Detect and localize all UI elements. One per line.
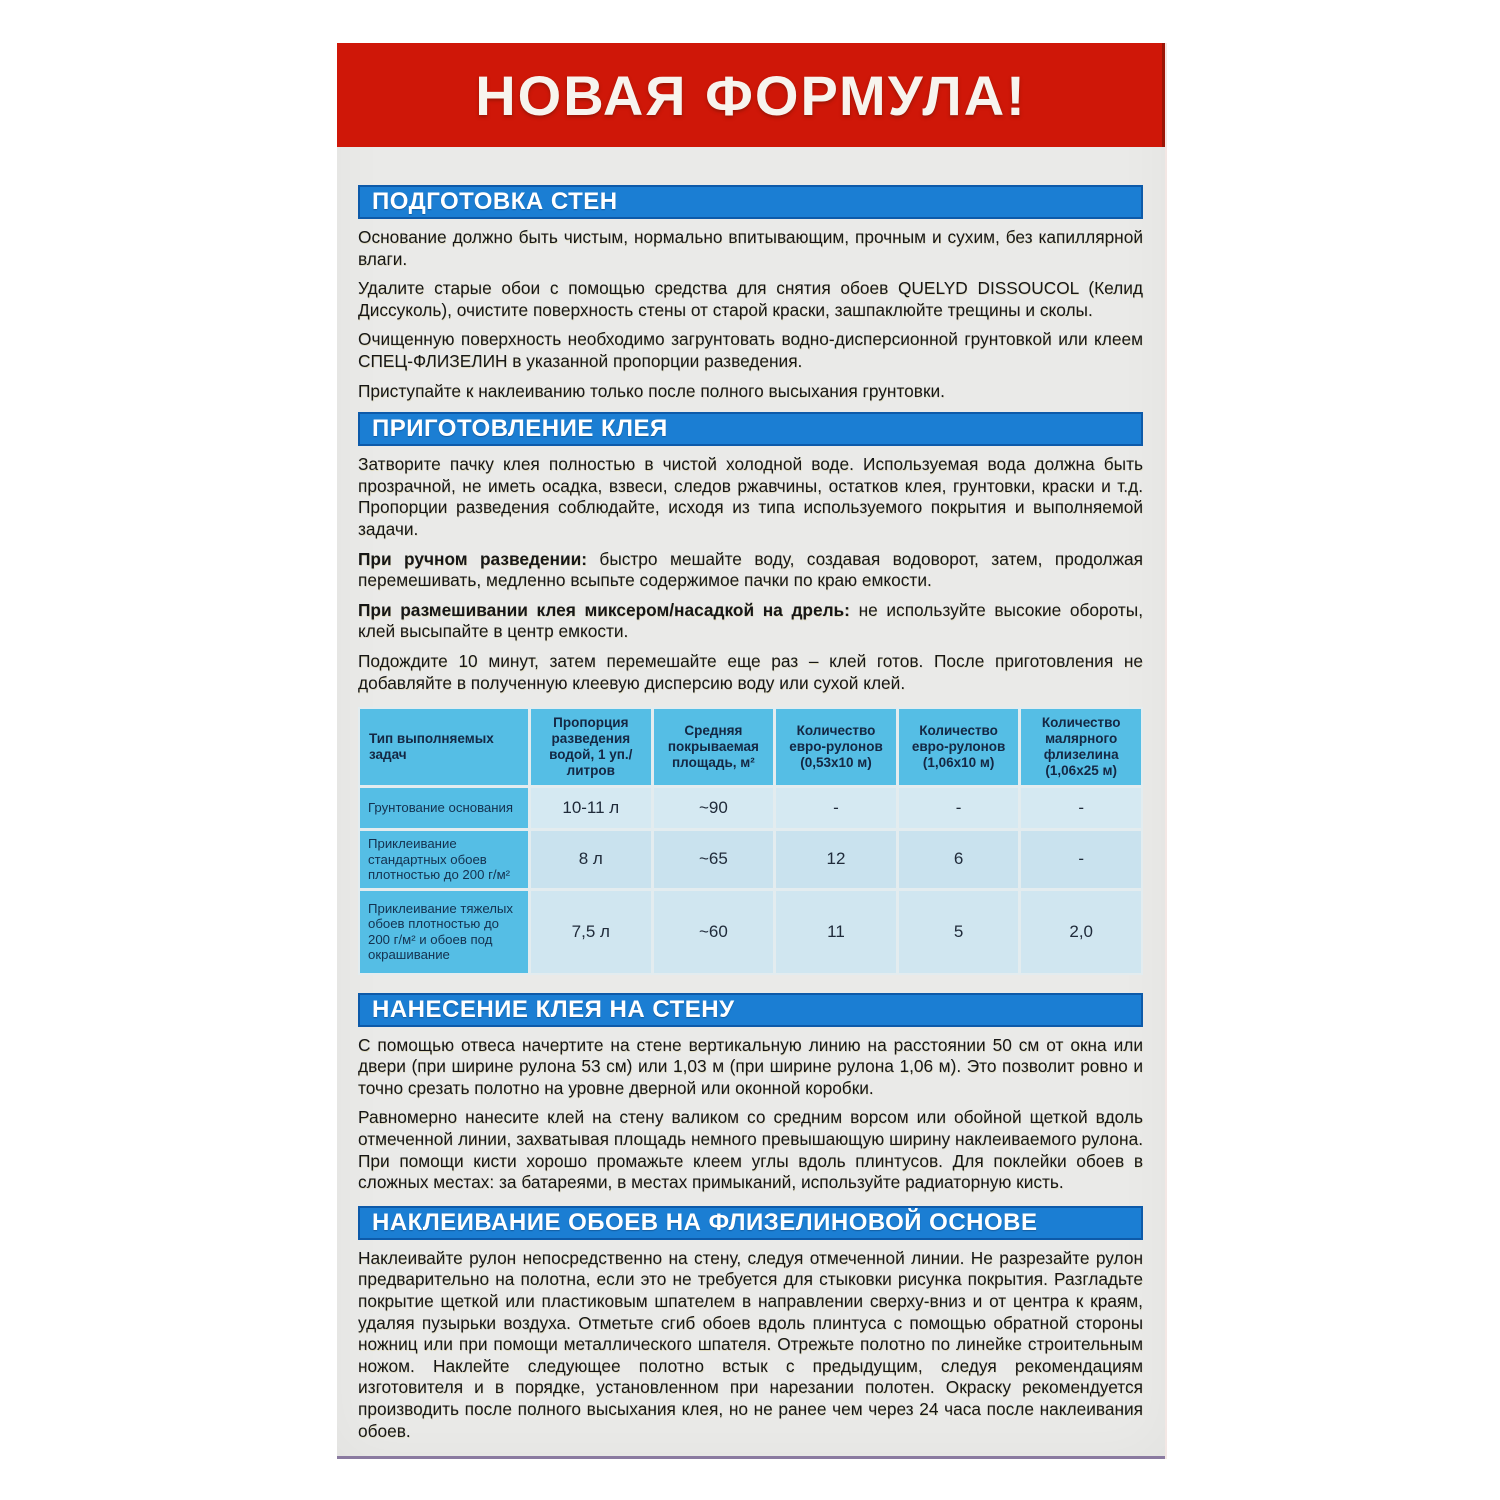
table-cell: 2,0	[1021, 891, 1141, 973]
table-row-label: Грунтование основания	[360, 788, 528, 828]
table-header-eurorolls-053: Количество евро-рулонов (0,53х10 м)	[776, 709, 896, 785]
section-heading-glue-application	[358, 993, 1143, 1027]
table-cell: 10-11 л	[531, 788, 651, 828]
section-heading-label: ПРИГОТОВЛЕНИЕ КЛЕЯ	[372, 415, 668, 443]
paragraph: Основание должно быть чистым, нормально впитывающим, прочным и сухим, без капиллярной влаги.	[358, 227, 1143, 269]
paragraph: Удалите старые обои с помощью средства для снятия обоев QUELYD DISSOUCOL (Келид Диссуколь), очистите поверхность стены от старой краски, зашпаклюйте трещины и сколы.	[358, 278, 1143, 320]
section-heading-glue-preparation	[358, 412, 1143, 446]
table-header-eurorolls-106: Количество евро-рулонов (1,06х10 м)	[899, 709, 1019, 785]
package-back-panel	[337, 43, 1165, 1459]
dilution-table	[358, 707, 1143, 975]
table-cell: 6	[899, 831, 1019, 888]
paragraph: Равномерно нанесите клей на стену валиком со средним ворсом или обойной щеткой вдоль отмеченной линии, захватывая площадь немного превышающую ширину наклеиваемого рулона. При помощи кисти хорошо промажьте клеем углы вдоль плинтусов. Для поклейки обоев в сложных местах: за батареями, в местах примыканий, используйте радиаторную кисть.	[358, 1107, 1143, 1193]
table-cell: ~65	[654, 831, 774, 888]
table-cell: ~90	[654, 788, 774, 828]
table-header-fleece: Количество малярного флизелина (1,06х25 м)	[1021, 709, 1141, 785]
table-cell: 5	[899, 891, 1019, 973]
table-cell: -	[1021, 831, 1141, 888]
table-cell: 11	[776, 891, 896, 973]
section-heading-label: НАКЛЕИВАНИЕ ОБОЕВ НА ФЛИЗЕЛИНОВОЙ ОСНОВЕ	[372, 1208, 1038, 1236]
section-heading-wall-preparation	[358, 185, 1143, 219]
table-header-coverage: Средняя покрываемая площадь, м²	[654, 709, 774, 785]
paragraph-lead: При ручном разведении:	[358, 548, 587, 569]
instructions-content	[337, 185, 1165, 1442]
table-row-label: Приклеивание тяжелых обоев плотностью до 200 г/м² и обоев под окрашивание	[360, 891, 528, 973]
table-cell: -	[1021, 788, 1141, 828]
table-cell: 12	[776, 831, 896, 888]
banner-title: НОВАЯ ФОРМУЛА!	[475, 63, 1027, 127]
section-heading-label: ПОДГОТОВКА СТЕН	[372, 188, 618, 215]
paragraph: Подождите 10 минут, затем перемешайте еще раз – клей готов. После приготовления не добавляйте в полученную клеевую дисперсию воду или сухой клей.	[358, 650, 1143, 693]
table-cell: -	[776, 788, 896, 828]
new-formula-banner	[337, 43, 1165, 147]
paragraph: Приступайте к наклеиванию только после полного высыхания грунтовки.	[358, 380, 945, 401]
section-heading-wallpaper-hanging	[358, 1206, 1143, 1240]
paragraph: Наклеивайте рулон непосредственно на стену, следуя отмеченной линии. Не разрезайте рулон предварительно на полотна, если это не требуется для стыковки рисунка покрытия. Разгладьте покрытие щеткой или пластиковым шпателем в направлении сверху-вниз и от центра к краям, удаляя пузырьки воздуха. Отметьте сгиб обоев вдоль плинтуса с помощью обратной стороны ножниц или при помощи металлического шпателя. Отрежьте полотно по линейке строительным ножом. Наклейте следующее полотно встык с предыдущим, следуя рекомендациям изготовителя и в порядке, установленном при нарезании полотен. Окраску рекомендуется производить после полного высыхания клея, но не ранее чем через 24 часа после наклеивания обоев.	[358, 1247, 1143, 1441]
paragraph: Очищенную поверхность необходимо загрунтовать водно-дисперсионной грунтовкой или клеем СПЕЦ-ФЛИЗЕЛИН в указанной пропорции разведения.	[358, 329, 1143, 371]
table-header-task-type: Тип выполняемых задач	[360, 709, 528, 785]
table-header-dilution: Пропорция разведения водой, 1 уп./литров	[531, 709, 651, 785]
table-cell: ~60	[654, 891, 774, 973]
paragraph-rest: быстро мешайте воду, создавая водоворот, затем, продолжая перемешивать, медленно всыпьте содержимое пачки по краю емкости.	[358, 548, 1143, 591]
table-cell: -	[899, 788, 1019, 828]
paragraph	[358, 600, 1143, 643]
paragraph: С помощью отвеса начертите на стене вертикальную линию на расстоянии 50 см от окна или двери (при ширине рулона 53 см) или 1,03 м (при ширине рулона 1,06 м). Это позволит ровно и точно срезать полотно на уровне дверной или оконной коробки.	[358, 1034, 1143, 1098]
paragraph: Затворите пачку клея полностью в чистой холодной воде. Используемая вода должна быть прозрачной, не иметь осадка, взвеси, следов ржавчины, остатков клея, грунтовки, краски и т.д. Пропорции разведения соблюдайте, исходя из типа используемого покрытия и выполняемой задачи.	[358, 454, 1143, 539]
paragraph-lead: При размешивании клея миксером/насадкой на дрель:	[358, 599, 850, 620]
table-row-label: Приклеивание стандартных обоев плотностью до 200 г/м²	[360, 831, 528, 888]
paragraph	[358, 549, 1143, 592]
paragraph-rest: не используйте высокие обороты, клей высыпайте в центр емкости.	[358, 599, 1143, 642]
table-cell: 7,5 л	[531, 891, 651, 973]
section-heading-label: НАНЕСЕНИЕ КЛЕЯ НА СТЕНУ	[372, 995, 735, 1023]
table-cell: 8 л	[531, 831, 651, 888]
